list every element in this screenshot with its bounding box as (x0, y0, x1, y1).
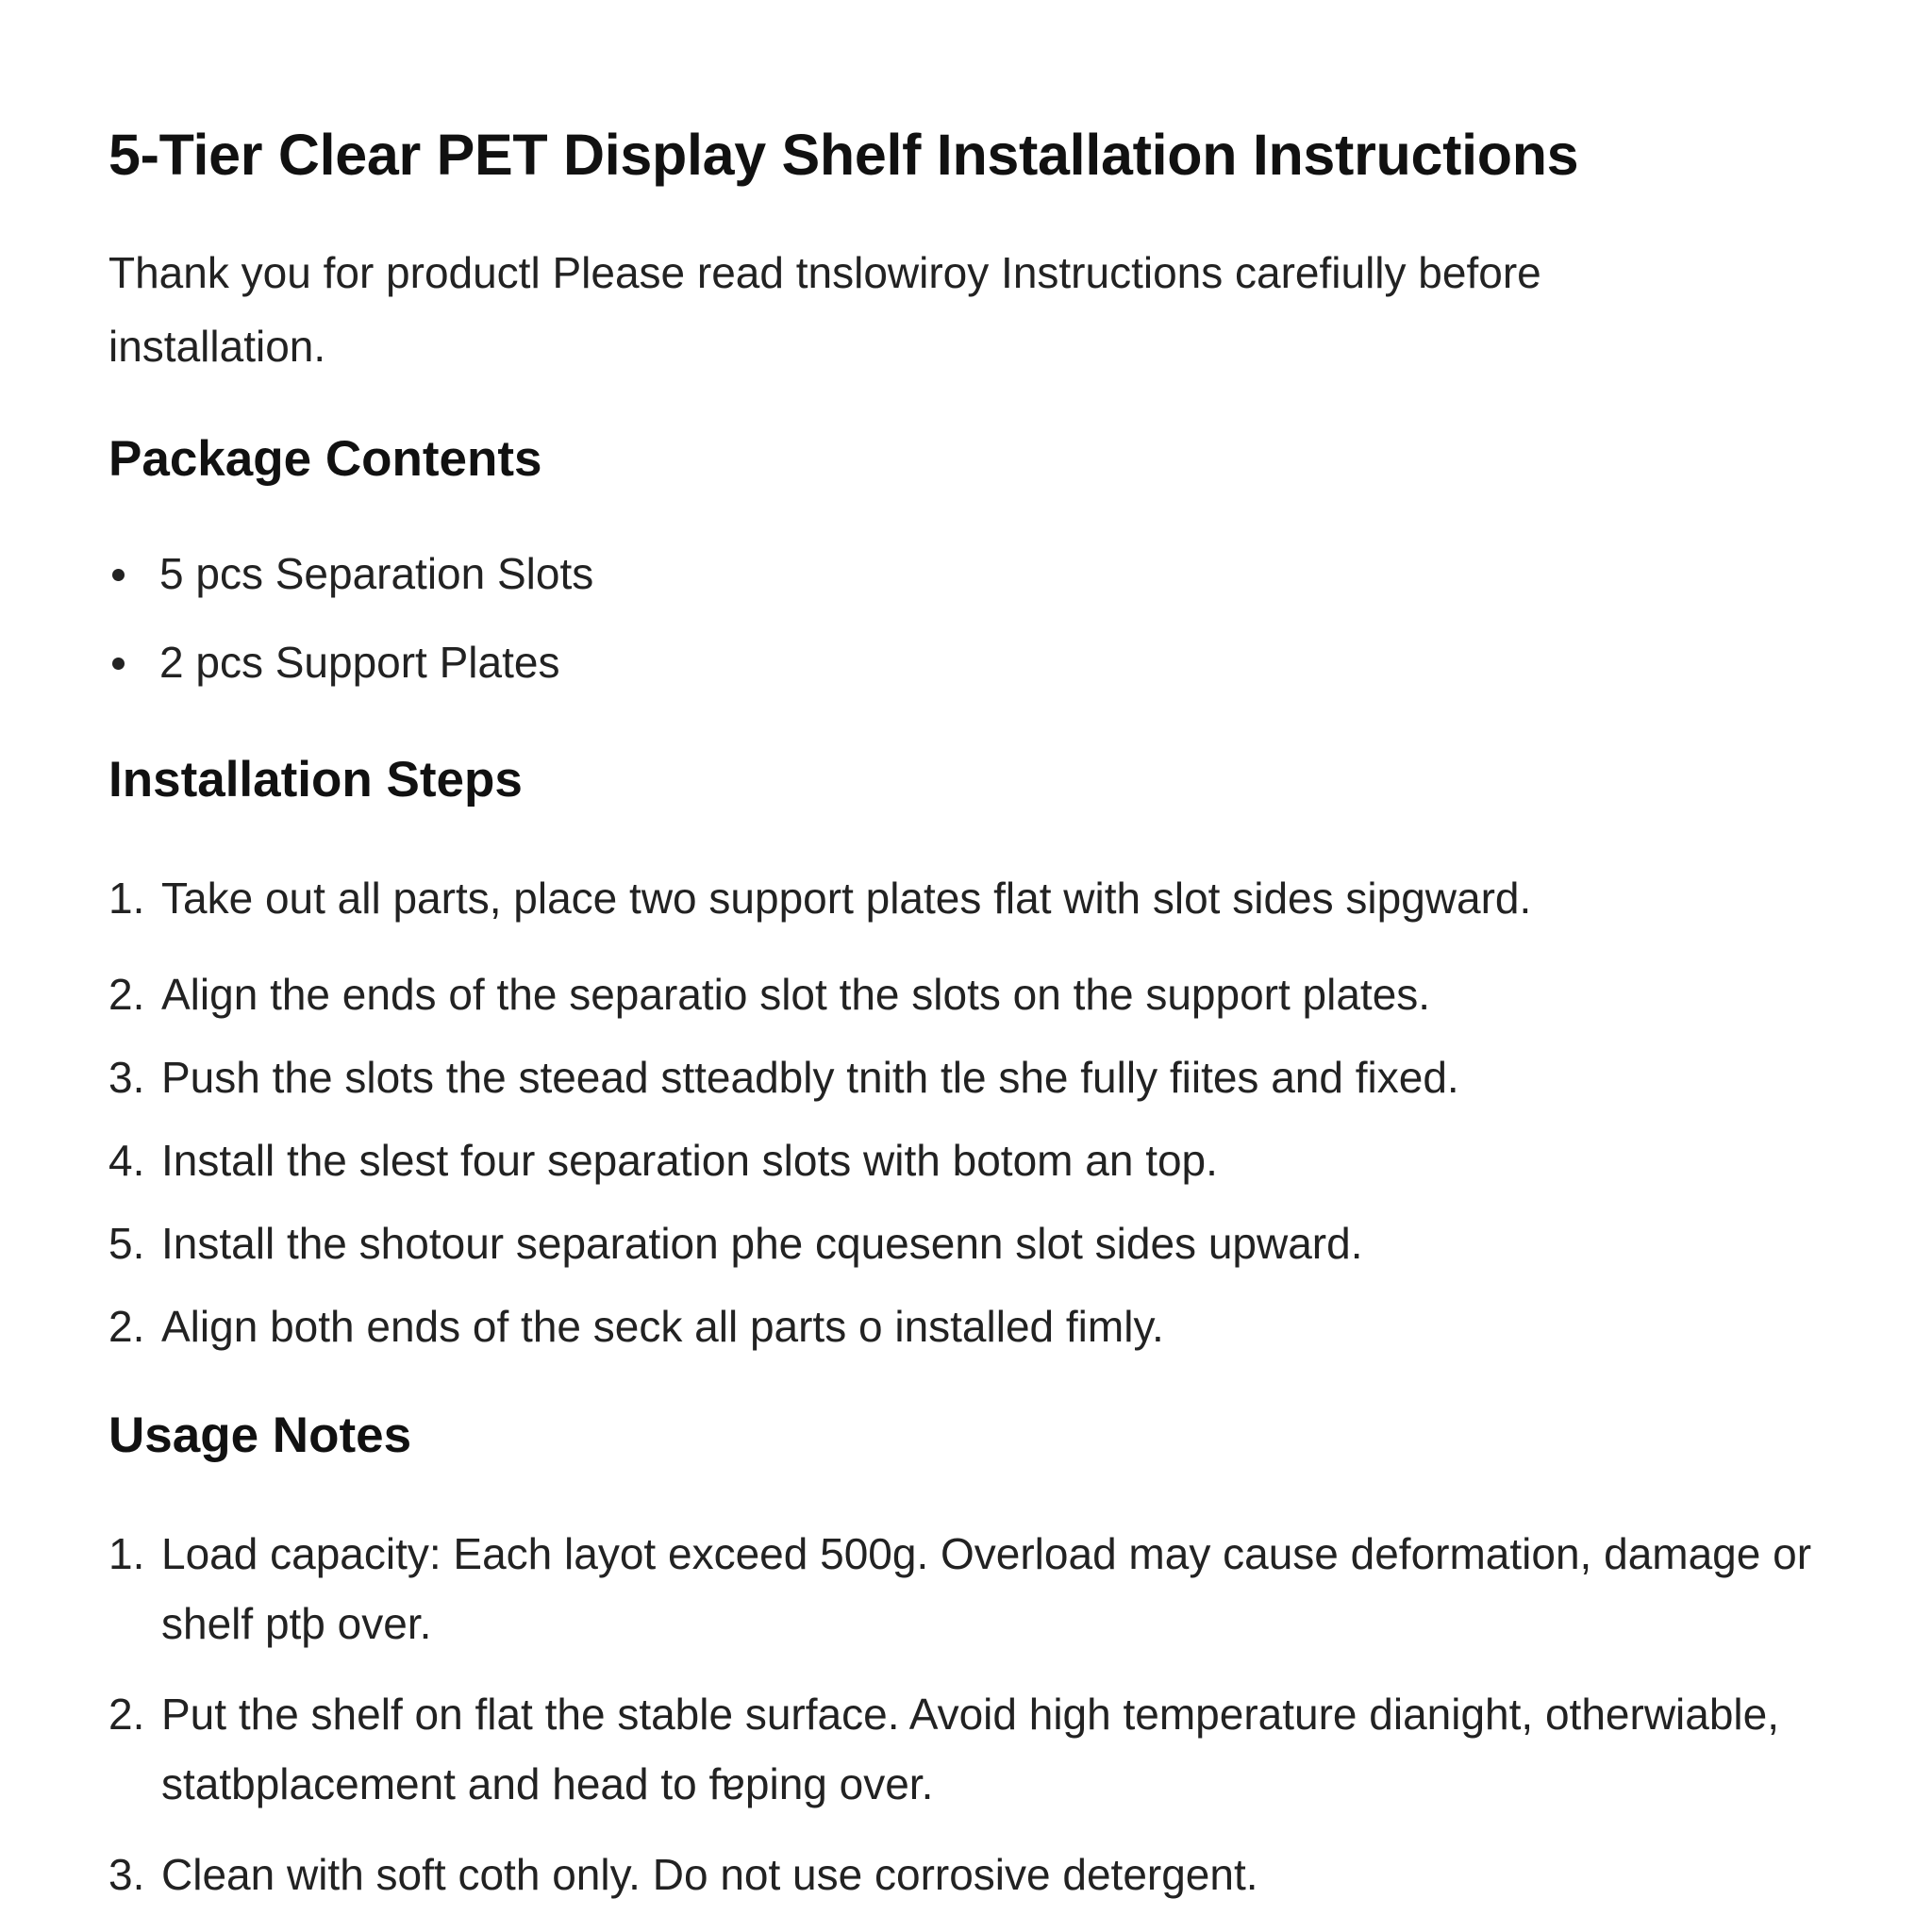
installation-step (108, 1217, 1362, 1270)
package-contents-list (108, 547, 593, 724)
installation-step (108, 1300, 1164, 1353)
note-number: 3. (108, 1850, 145, 1899)
usage-notes-heading: Usage Notes (108, 1407, 412, 1463)
page-title: 5-Tier Clear PET Display Shelf Installation Instructions (108, 123, 1579, 187)
intro-paragraph: Thank you for productl Please read tnslowiroy Instructions carefiully before installation. (108, 248, 1541, 371)
installation-step (108, 1134, 1218, 1187)
step-text: Install the slest four separation slots with botom an top. (161, 1136, 1218, 1185)
step-number: 2. (108, 970, 145, 1019)
usage-note (108, 1679, 1901, 1819)
step-text: Push the slots the steead stteadbly tnith tle she fully fiites and fixed. (161, 1053, 1459, 1102)
list-item-text: 5 pcs Separation Slots (159, 549, 594, 598)
step-number: 1. (108, 874, 145, 923)
note-number: 2. (108, 1690, 145, 1739)
usage-note (108, 1519, 1901, 1658)
step-number: 5. (108, 1219, 145, 1268)
note-text: Clean with soft coth only. Do not use corrosive detergent. (161, 1850, 1258, 1899)
step-text: Take out all parts, place two support plates flat with slot sides sipgward. (161, 874, 1532, 923)
installation-step (108, 968, 1430, 1021)
usage-note (108, 1840, 1901, 1909)
package-contents-heading: Package Contents (108, 431, 542, 487)
installation-steps-heading: Installation Steps (108, 752, 523, 808)
list-item (108, 547, 593, 600)
step-number: 3. (108, 1053, 145, 1102)
step-number: 2. (108, 1302, 145, 1351)
note-text: Load capacity: Each layot exceed 500g. Overload may cause deformation, damage or shelf ptþ over. (161, 1529, 1812, 1648)
bullet-icon (112, 658, 125, 670)
list-item-text: 2 pcs Support Plates (159, 638, 560, 687)
note-number: 1. (108, 1529, 145, 1578)
bullet-icon (112, 569, 125, 581)
list-item (108, 636, 593, 689)
step-text: Align the ends of the separatio slot the slots on the support plates. (161, 970, 1431, 1019)
step-number: 4. (108, 1136, 145, 1185)
note-text: Put the shelf on flat the stable surface. Avoid high temperature dianight, otherwiable, statbplacement and head to fɐping over. (161, 1690, 1780, 1808)
step-text: Install the shotour separation phe cquesenn slot sides upward. (161, 1219, 1363, 1268)
installation-step (108, 1051, 1459, 1104)
step-text: Align both ends of the seck all parts o installed fimly. (161, 1302, 1164, 1351)
installation-step (108, 872, 1531, 924)
